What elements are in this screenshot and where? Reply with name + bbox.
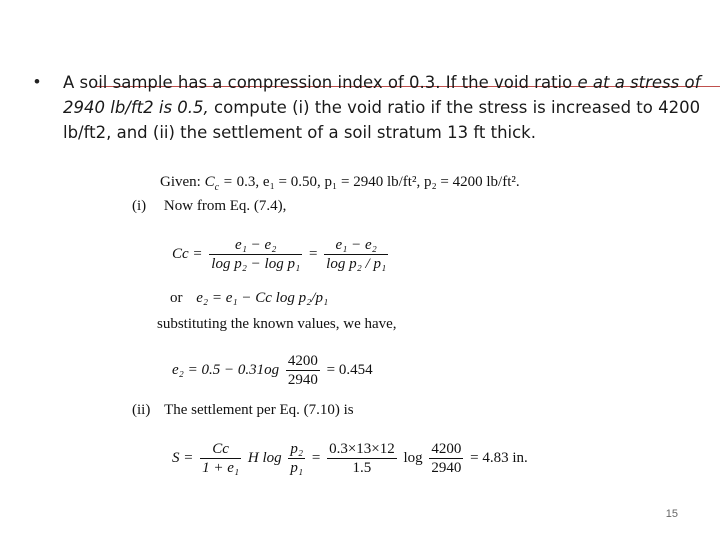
given-line (160, 174, 520, 193)
e2-lhs: e₂ = 0.5 − 0.31og (172, 361, 280, 378)
s-result: = 4.83 in. (470, 449, 528, 466)
step-i-text: Now from Eq. (7.4), (163, 198, 287, 214)
problem-statement (63, 70, 703, 145)
s-lhs: S = (172, 449, 194, 466)
cc-equals: = (308, 245, 318, 262)
cc-fraction-2 (324, 236, 388, 273)
cc-frac1-num: e₁ − e₂ (209, 236, 302, 255)
e2-fraction (286, 352, 320, 389)
or-line (170, 290, 328, 307)
step-ii-text: The settlement per Eq. (7.10) is (164, 402, 354, 418)
e2-equation (172, 352, 373, 389)
page-number: 15 (665, 508, 678, 520)
s-frac2-num: p₂ (290, 441, 304, 457)
s-frac4-den: 2940 (431, 460, 462, 476)
e2-result: = 0.454 (326, 361, 373, 378)
s-fraction-1 (200, 440, 241, 477)
s-fraction-4 (429, 440, 463, 477)
s-frac1-den: 1 + e₁ (202, 460, 240, 476)
e2-frac-num: 4200 (287, 353, 318, 369)
s-frac3-den: 1.5 (352, 460, 372, 476)
given-cc-symbol: $C_c$ = (204, 174, 233, 193)
s-frac4-num: 4200 (431, 441, 462, 457)
cc-frac1-den: log p₂ − log p₁ (211, 256, 301, 272)
bullet-marker: • (34, 72, 40, 91)
cc-lhs: Cc = (172, 245, 203, 262)
s-fraction-3 (327, 440, 397, 477)
s-frac2-den: p₁ (290, 460, 304, 476)
cc-fraction-1 (209, 236, 302, 273)
step-ii-label: (ii) (132, 402, 151, 418)
problem-text-italic: e at a stress of 2940 lb/ft2 is 0.5, (63, 73, 701, 117)
e2-frac-den: 2940 (287, 372, 318, 388)
step-i-line (132, 198, 286, 215)
or-expression: e₂ = e₁ − Cc log p₂/p₁ (196, 290, 329, 306)
given-values: 0.3, e₁ = 0.50, p₁ = 2940 lb/ft², p₂ = 4200 lb/ft². (236, 174, 520, 190)
s-fraction-2 (288, 440, 305, 477)
cc-frac2-num: e₁ − e₂ (324, 236, 388, 255)
problem-text-1: A soil sample has a compression index of 0.3. If the void ratio (63, 73, 578, 92)
s-log: log (403, 449, 423, 466)
cc-equation (172, 236, 391, 273)
s-frac1-num: Cc (200, 440, 241, 459)
substitution-text: substituting the known values, we have, (157, 316, 397, 332)
given-label: Given: (160, 174, 201, 190)
cc-frac2-den: log p₂ / p₁ (326, 256, 387, 272)
settlement-equation: S = $\frac{Cc}{\text{1 + e₁}}$ H log $\frac{\text{p₂}}{\text{p₁}}$ = $\frac{0.3\times 13\times 12}{1.5}$ log $\frac{4200}{2940}$ = 4.83 in. (172, 441, 528, 476)
or-label: or (170, 290, 183, 306)
s-mid: H log (247, 449, 282, 466)
s-frac3-num: 0.3×13×12 (329, 441, 395, 457)
problem-text-2: compute (i) the void ratio if the stress is increased to 4200 lb/ft2, and (ii) the settlement of a soil stratum 13 ft thick. (63, 98, 701, 142)
step-i-label: (i) (132, 198, 147, 214)
step-ii-line (132, 402, 354, 419)
